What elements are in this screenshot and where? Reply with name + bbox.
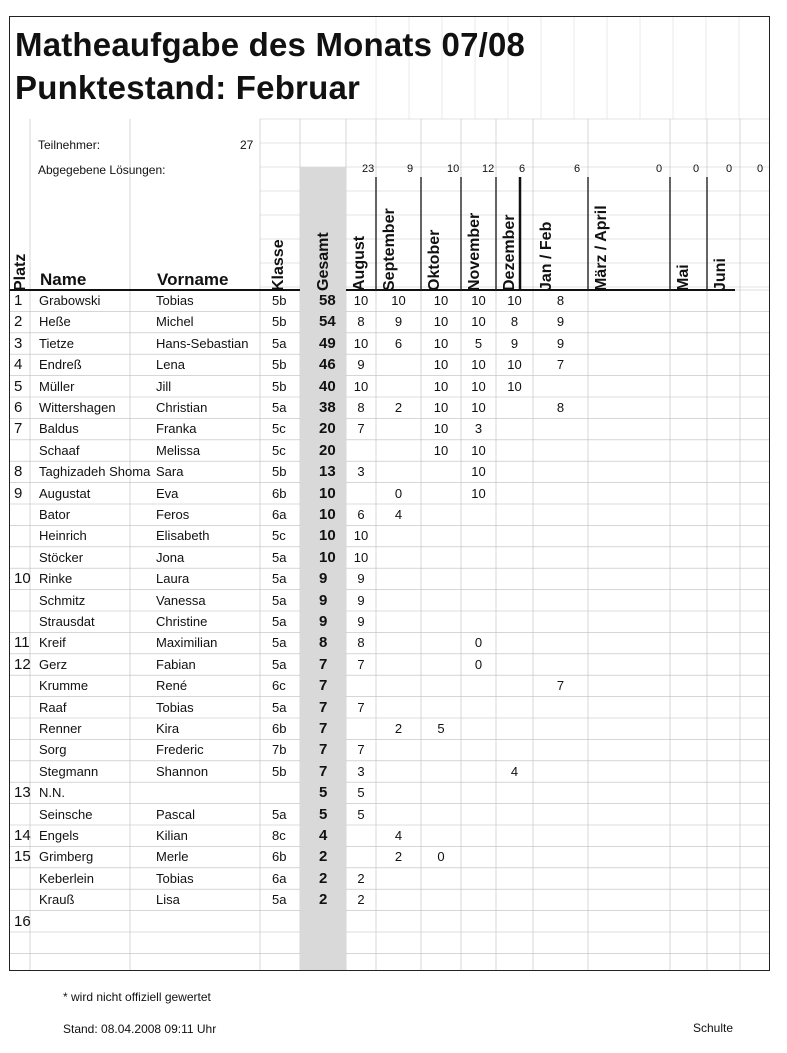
vorname-cell: Kira: [156, 721, 180, 736]
column-header-gesamt: Gesamt: [315, 232, 332, 291]
vorname-cell: Christine: [156, 614, 208, 629]
author: Schulte: [693, 1021, 734, 1035]
name-cell: Wittershagen: [39, 400, 116, 415]
gesamt-cell: 10: [319, 484, 336, 502]
name-cell: Gerz: [39, 656, 68, 672]
submitted-count: 6: [574, 163, 581, 175]
score-cell: 10: [507, 293, 522, 308]
score-cell: 10: [507, 378, 522, 394]
name-cell: Stöcker: [39, 549, 84, 565]
name-cell: Müller: [39, 378, 75, 394]
score-cell: 7: [556, 678, 565, 694]
column-header-vorname: Vorname: [157, 270, 229, 289]
vorname-cell: Melissa: [156, 442, 201, 458]
platz-cell: 8: [14, 463, 23, 481]
name-cell: Seinsche: [39, 806, 93, 822]
score-cell: 10: [433, 400, 449, 415]
score-cell: 10: [471, 400, 486, 415]
submitted-count: 12: [482, 163, 495, 175]
column-header-oktober: Oktober: [426, 229, 443, 291]
klasse-cell: 5b: [272, 464, 287, 480]
score-cell: 7: [357, 656, 365, 672]
klasse-cell: 5c: [272, 442, 286, 458]
name-cell: Heße: [39, 314, 71, 330]
footnote: * wird nicht offiziell gewertet: [63, 990, 211, 1004]
gesamt-cell: 10: [319, 506, 336, 523]
klasse-cell: 5a: [272, 656, 287, 672]
gesamt-cell: 5: [319, 805, 328, 823]
vorname-cell: Lisa: [156, 892, 180, 908]
score-cell: 4: [394, 507, 403, 522]
table-row: [10, 911, 770, 932]
score-cell: 10: [471, 442, 486, 458]
platz-cell: 12: [14, 655, 31, 673]
table-row: [10, 825, 770, 846]
gesamt-cell: 7: [319, 655, 328, 673]
score-cell: 4: [394, 828, 403, 843]
name-cell: Baldus: [39, 421, 79, 437]
vorname-cell: Fabian: [156, 656, 196, 672]
vorname-cell: Michel: [156, 314, 194, 330]
gesamt-cell: 5: [319, 784, 328, 802]
column-header-dezember: Dezember: [501, 214, 518, 291]
score-cell: 7: [357, 742, 365, 758]
gesamt-cell: 2: [319, 848, 328, 866]
gesamt-cell: 10: [319, 548, 336, 566]
klasse-cell: 5a: [272, 635, 287, 651]
gesamt-cell: 7: [319, 677, 328, 695]
gesamt-cell: 9: [319, 613, 328, 630]
score-cell: 2: [394, 721, 403, 736]
score-cell: 10: [433, 293, 449, 308]
vorname-cell: Tobias: [156, 870, 194, 886]
platz-cell: 14: [14, 827, 31, 844]
vorname-cell: Frederic: [156, 742, 204, 758]
table-row: [10, 418, 770, 439]
column-header-klasse: Klasse: [270, 239, 287, 291]
score-cell: 10: [353, 335, 369, 351]
table-row: [10, 461, 770, 482]
submitted-count: 0: [693, 163, 700, 175]
name-cell: Krumme: [39, 678, 89, 694]
score-cell: 9: [556, 314, 565, 330]
column-header-platz: Platz: [12, 253, 29, 291]
gesamt-cell: 40: [319, 377, 336, 395]
score-cell: 2: [394, 400, 403, 415]
score-cell: 8: [510, 314, 519, 330]
platz-cell: 4: [14, 356, 23, 374]
score-cell: 2: [357, 870, 365, 886]
page-subtitle: Punktestand: Februar: [15, 69, 361, 106]
klasse-cell: 5a: [272, 400, 287, 415]
gesamt-cell: 2: [319, 869, 328, 887]
table-row: [10, 333, 770, 354]
score-cell: 10: [391, 293, 406, 308]
score-cell: 6: [394, 335, 403, 351]
klasse-cell: 6a: [272, 870, 287, 886]
vorname-cell: Kilian: [156, 828, 188, 843]
klasse-cell: 7b: [272, 742, 287, 758]
score-cell: 10: [471, 464, 486, 480]
klasse-cell: 6b: [272, 721, 287, 736]
score-cell: 9: [556, 335, 565, 351]
platz-cell: 1: [14, 292, 23, 309]
klasse-cell: 5a: [272, 571, 287, 587]
table-row: [10, 290, 770, 311]
score-cell: 6: [357, 507, 365, 522]
score-cell: 9: [357, 592, 365, 608]
klasse-cell: 5a: [272, 335, 287, 351]
platz-cell: 10: [14, 570, 31, 588]
klasse-cell: 5a: [272, 614, 287, 629]
name-cell: Endreß: [39, 357, 82, 373]
klasse-cell: 5a: [272, 892, 287, 908]
table-row: [10, 761, 770, 782]
name-cell: Schaaf: [39, 442, 80, 458]
column-header-name: Name: [40, 270, 87, 289]
score-cell: 0: [437, 849, 445, 865]
table-row: [10, 632, 770, 653]
vorname-cell: Pascal: [156, 806, 196, 822]
vorname-cell: Eva: [156, 485, 179, 501]
score-cell: 3: [357, 464, 365, 480]
klasse-cell: 5b: [272, 357, 287, 373]
submitted-count: 9: [407, 163, 414, 175]
vorname-cell: Maximilian: [156, 635, 218, 651]
klasse-cell: 5a: [272, 592, 287, 608]
name-cell: Schmitz: [39, 592, 86, 608]
vorname-cell: Tobias: [156, 699, 194, 715]
score-cell: 10: [433, 357, 449, 373]
table-row: [10, 397, 770, 418]
score-cell: 10: [471, 357, 486, 373]
gesamt-cell: 10: [319, 527, 336, 545]
teilnehmer-value: 27: [240, 138, 254, 152]
table-row: [10, 525, 770, 546]
klasse-cell: 5a: [272, 699, 287, 715]
platz-cell: 9: [14, 484, 23, 502]
score-cell: 9: [357, 571, 365, 587]
name-cell: Grabowski: [39, 293, 101, 308]
klasse-cell: 6a: [272, 507, 287, 522]
score-cell: 10: [353, 549, 369, 565]
score-cell: 0: [394, 485, 403, 501]
gesamt-cell: 4: [319, 827, 328, 844]
score-cell: 10: [471, 293, 486, 308]
gesamt-cell: 54: [319, 313, 336, 331]
score-cell: 7: [357, 699, 365, 715]
platz-cell: 15: [14, 848, 31, 866]
score-cell: 10: [471, 314, 486, 330]
gesamt-cell: 58: [319, 292, 336, 309]
vorname-cell: Vanessa: [156, 592, 206, 608]
score-cell: 8: [556, 400, 565, 415]
klasse-cell: 5b: [272, 293, 287, 308]
score-cell: 10: [471, 378, 486, 394]
name-cell: Engels: [39, 828, 79, 843]
score-cell: 10: [353, 528, 369, 544]
score-cell: 9: [510, 335, 519, 351]
table-row: [10, 483, 770, 504]
table-row: [10, 782, 770, 803]
score-cell: 10: [353, 378, 369, 394]
column-header-september: September: [381, 208, 398, 291]
platz-cell: 13: [14, 784, 31, 802]
vorname-cell: Merle: [156, 849, 189, 865]
gesamt-cell: 38: [319, 399, 336, 416]
score-cell: 8: [357, 635, 365, 651]
klasse-cell: 5c: [272, 528, 286, 544]
table-row: [10, 718, 770, 739]
vorname-cell: René: [156, 678, 188, 694]
name-cell: Keberlein: [39, 870, 94, 886]
klasse-cell: 5b: [272, 314, 287, 330]
table-row: [10, 376, 770, 397]
score-cell: 5: [357, 785, 365, 801]
name-cell: Tietze: [39, 335, 74, 351]
name-cell: Rinke: [39, 571, 73, 587]
gesamt-cell: 9: [319, 591, 328, 609]
klasse-cell: 8c: [272, 828, 286, 843]
submitted-count: 0: [656, 163, 663, 175]
score-cell: 7: [556, 357, 565, 373]
gesamt-cell: 49: [319, 334, 336, 352]
vorname-cell: Tobias: [156, 293, 194, 308]
table-row: [10, 547, 770, 568]
klasse-cell: 6c: [272, 678, 286, 694]
submitted-count: 0: [757, 163, 764, 175]
table-row: [10, 675, 770, 696]
score-cell: 9: [357, 357, 365, 373]
score-cell: 8: [357, 400, 365, 415]
score-sheet: [9, 16, 770, 971]
score-cell: 3: [357, 763, 365, 779]
submitted-count: 6: [519, 163, 526, 175]
teilnehmer-label: Teilnehmer:: [38, 138, 101, 152]
name-cell: Augustat: [39, 485, 91, 501]
score-cell: 10: [507, 357, 522, 373]
table-row: [10, 504, 770, 525]
gesamt-cell: 7: [319, 720, 328, 737]
platz-cell: 7: [14, 420, 23, 438]
submitted-count: 10: [447, 163, 460, 175]
vorname-cell: Lena: [156, 357, 185, 373]
score-cell: 4: [510, 763, 519, 779]
score-cell: 10: [433, 314, 449, 330]
klasse-cell: 5c: [272, 421, 286, 437]
table-row: [10, 354, 770, 375]
score-cell: 7: [357, 421, 365, 437]
column-header-maerz-april: März / April: [593, 205, 610, 291]
gesamt-cell: 46: [319, 356, 336, 374]
vorname-cell: Shannon: [156, 763, 209, 779]
vorname-cell: Sara: [156, 464, 184, 480]
klasse-cell: 5a: [272, 806, 287, 822]
vorname-cell: Jill: [156, 378, 172, 394]
klasse-cell: 5b: [272, 763, 287, 779]
abgegeben-label: Abgegebene Lösungen:: [38, 163, 166, 177]
column-header-august: August: [351, 235, 368, 291]
column-header-juni: Juni: [712, 258, 729, 291]
table-row: [10, 590, 770, 611]
klasse-cell: 6b: [272, 485, 287, 501]
score-cell: 5: [437, 721, 445, 736]
page-title: Matheaufgabe des Monats 07/08: [15, 26, 526, 63]
name-cell: Renner: [39, 721, 82, 736]
platz-cell: 11: [14, 634, 30, 652]
vorname-cell: Elisabeth: [156, 528, 210, 544]
name-cell: Krauß: [39, 892, 75, 908]
column-header-november: November: [466, 212, 483, 291]
gesamt-cell: 7: [319, 741, 328, 759]
table-row: [10, 697, 770, 718]
score-cell: 8: [357, 314, 365, 330]
gesamt-cell: 20: [319, 441, 336, 459]
name-cell: Kreif: [39, 635, 66, 651]
score-cell: 5: [357, 806, 365, 822]
table-row: [10, 311, 770, 332]
table-row: [10, 611, 770, 632]
vorname-cell: Feros: [156, 507, 190, 522]
name-cell: Taghizadeh Shoma: [39, 464, 151, 480]
name-cell: Heinrich: [39, 528, 87, 544]
submitted-count: 0: [726, 163, 733, 175]
score-cell: 9: [357, 614, 365, 629]
vorname-cell: Hans-Sebastian: [156, 335, 249, 351]
table-row: [10, 804, 770, 825]
gesamt-cell: 20: [319, 420, 336, 438]
name-cell: Raaf: [39, 699, 67, 715]
name-cell: Sorg: [39, 742, 67, 758]
table-row: [10, 654, 770, 675]
score-cell: 10: [353, 293, 369, 308]
table-row: [10, 846, 770, 867]
platz-cell: 6: [14, 399, 23, 416]
klasse-cell: 5a: [272, 549, 287, 565]
score-cell: 0: [474, 635, 483, 651]
table-row: [10, 868, 770, 889]
table-row: [10, 739, 770, 760]
vorname-cell: Franka: [156, 421, 197, 437]
name-cell: Bator: [39, 507, 71, 522]
platz-cell: 16: [14, 912, 31, 930]
name-cell: Strausdat: [39, 614, 95, 629]
gesamt-cell: 7: [319, 698, 328, 716]
score-cell: 10: [433, 335, 449, 351]
score-cell: 10: [433, 421, 449, 437]
gesamt-cell: 9: [319, 570, 328, 588]
score-cell: 2: [394, 849, 403, 865]
score-cell: 2: [357, 892, 365, 908]
score-cell: 3: [474, 421, 483, 437]
name-cell: Stegmann: [39, 763, 99, 779]
column-header-jan-feb: Jan / Feb: [538, 221, 555, 291]
vorname-cell: Jona: [156, 549, 185, 565]
score-cell: 10: [433, 378, 449, 394]
score-cell: 8: [556, 293, 565, 308]
name-cell: Grimberg: [39, 849, 94, 865]
vorname-cell: Christian: [156, 400, 208, 415]
score-cell: 10: [433, 442, 449, 458]
platz-cell: 3: [14, 334, 23, 352]
column-header-mai: Mai: [675, 264, 692, 291]
name-cell: N.N.: [39, 785, 65, 801]
platz-cell: 5: [14, 377, 23, 395]
stand-timestamp: Stand: 08.04.2008 09:11 Uhr: [63, 1022, 217, 1036]
gesamt-cell: 2: [319, 891, 328, 909]
submitted-count: 23: [362, 163, 375, 175]
score-cell: 5: [474, 335, 483, 351]
score-cell: 9: [394, 314, 403, 330]
score-cell: 10: [471, 485, 486, 501]
gesamt-cell: 7: [319, 762, 328, 780]
klasse-cell: 6b: [272, 849, 287, 865]
table-row: [10, 440, 770, 461]
gesamt-cell: 13: [319, 463, 336, 481]
vorname-cell: Laura: [156, 571, 190, 587]
klasse-cell: 5b: [272, 378, 287, 394]
platz-cell: 2: [14, 313, 23, 331]
score-cell: 0: [474, 656, 483, 672]
gesamt-cell: 8: [319, 634, 328, 652]
table-row: [10, 889, 770, 910]
table-row: [10, 568, 770, 589]
